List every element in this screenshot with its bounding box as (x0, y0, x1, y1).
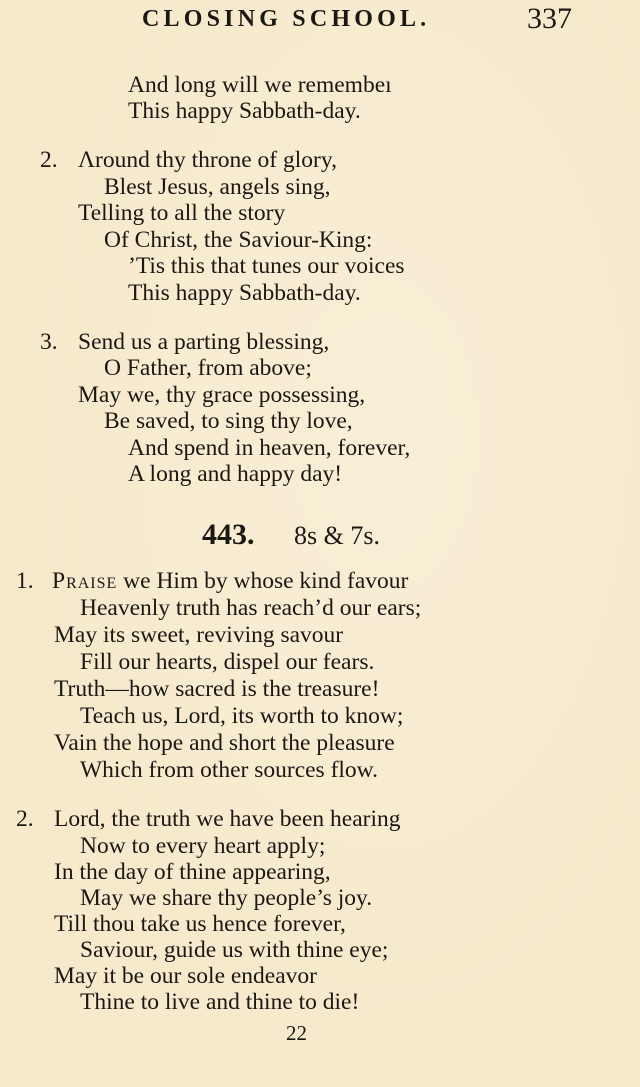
hymn-number: 443. (202, 518, 255, 551)
verse-line: Till thou take us hence forever, (54, 911, 346, 937)
verse-line: May we, thy grace possessing, (78, 382, 366, 408)
stanza-number: 1. (16, 568, 34, 594)
verse-line: Be saved, to sing thy love, (104, 408, 353, 434)
first-line-rest: we Him by whose kind favour (117, 568, 409, 594)
running-title: CLOSING SCHOOL. (142, 6, 431, 32)
verse-line: And spend in heaven, forever, (128, 435, 411, 461)
verse-line: Fill our hearts, dispel our fears. (80, 649, 375, 675)
verse-line: Lord, the truth we have been hearing (54, 806, 401, 832)
verse-line: Truth—how sacred is the treasure! (54, 676, 380, 702)
stanza-number: 3. (40, 329, 58, 355)
verse-line: ’Tis this that tunes our voices (128, 253, 405, 279)
verse-line: This happy Sabbath-day. (128, 98, 361, 124)
verse-line: Ʌround thy throne of glory, (78, 147, 337, 173)
verse-line: Telling to all the story (78, 200, 286, 226)
verse-line: May we share thy people’s joy. (80, 885, 373, 911)
verse-line: And long will we remembeı (128, 72, 392, 98)
stanza-number: 2. (40, 147, 58, 173)
verse-line: Thine to live and thine to die! (80, 989, 360, 1015)
verse-line: This happy Sabbath-day. (128, 280, 361, 306)
verse-line: Blest Jesus, angels sing, (104, 174, 331, 200)
verse-line: Vain the hope and short the pleasure (54, 730, 395, 756)
verse-line: Now to every heart apply; (80, 833, 326, 859)
verse-line: Heavenly truth has reach’d our ears; (80, 595, 422, 621)
verse-line: In the day of thine appearing, (54, 859, 331, 885)
verse-line (52, 568, 408, 595)
verse-line: Which from other sources flow. (80, 757, 379, 783)
verse-line: May it be our sole endeavor (54, 963, 317, 989)
verse-line: May its sweet, reviving savour (54, 622, 344, 648)
verse-line: Saviour, guide us with thine eye; (80, 937, 389, 963)
verse-line: Send us a parting blessing, (78, 329, 330, 355)
stanza-number: 2. (16, 806, 34, 832)
signature-mark: 22 (286, 1021, 307, 1045)
hymn-meter: 8s & 7s. (294, 521, 380, 550)
verse-line: Of Christ, the Saviour-King: (104, 227, 373, 253)
first-word: Praise (52, 568, 118, 594)
verse-line: O Father, from above; (104, 355, 312, 381)
page-number: 337 (527, 2, 572, 35)
verse-line: Teach us, Lord, its worth to know; (80, 703, 404, 729)
verse-line: A long and happy day! (128, 461, 343, 487)
